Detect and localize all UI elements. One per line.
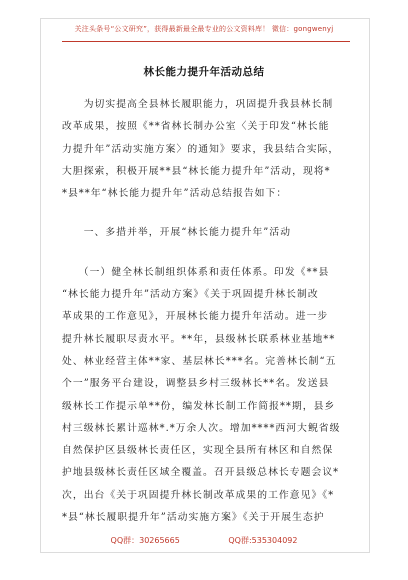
document-body [62, 94, 352, 529]
body-line: 护地县级林长责任区域全覆盖。召开县级总林长专题会议* [62, 467, 340, 479]
body-line: 次，出台《关于巩固提升林长制改革成果的工作意见》《* [62, 489, 335, 501]
body-line: 自然保护区县级林长责任区，实现全县所有林区和自然保 [62, 445, 334, 457]
body-line: 为切实提高全县林长履职能力，巩固提升我县林长制 [62, 99, 334, 110]
body-line: *县“林长履职提升年”活动实施方案》《关于开展生态护 [62, 512, 325, 524]
body-line: （一）健全林长制组织体系和责任体系。印发《**县 [62, 266, 330, 278]
section-heading-1: 一、多措并举，开展“林长能力提升年”活动 [62, 227, 292, 239]
body-line: 大胆探索，积极开展**县“林长能力提升年”活动，现将* [62, 165, 331, 177]
body-line: *县**年“林长能力提升年”活动总结报告如下： [62, 188, 288, 200]
header-promo-note: 关注头条号“公文研究”，获得最新最全最专业的公文资料库！ 微信：gongwenyj [74, 25, 334, 33]
body-line: 革成果的工作意见》，开展林长能力提升年活动。进一步 [62, 311, 329, 323]
body-line: 提升林长履职尽责水平。**年，县级林长联系林业基地** [62, 333, 336, 345]
body-line: 个一”服务平台建设，调整县乡村三级林长**名。发送县 [62, 378, 330, 390]
body-line: “林长能力提升年”活动方案》《关于巩固提升林长制改 [62, 289, 319, 301]
footer-qq-group-1: QQ群：30265665 [110, 536, 180, 545]
header-divider [62, 41, 350, 42]
footer-contact [0, 535, 408, 546]
body-line: 村三级林长累计巡林*.*万余人次。增加****西河大鲵省级 [62, 422, 341, 434]
body-line: 处、林业经营主体**家、基层林长***名。完善林长制“五 [62, 355, 337, 367]
body-line: 级林长工作提示单**份，编发林长制工作简报**期，县乡 [62, 400, 336, 412]
paragraph-gap [62, 245, 352, 262]
footer-qq-group-2: QQ群:535304092 [228, 536, 298, 545]
body-line: 力提升年”活动实施方案〉的通知》要求，我县结合实际， [62, 143, 340, 155]
paragraph-gap [62, 205, 352, 222]
document-title: 林长能力提升年活动总结 [143, 66, 265, 78]
body-line: 改革成果，按照《**省林长制办公室〈关于印发“林长能 [62, 121, 330, 133]
